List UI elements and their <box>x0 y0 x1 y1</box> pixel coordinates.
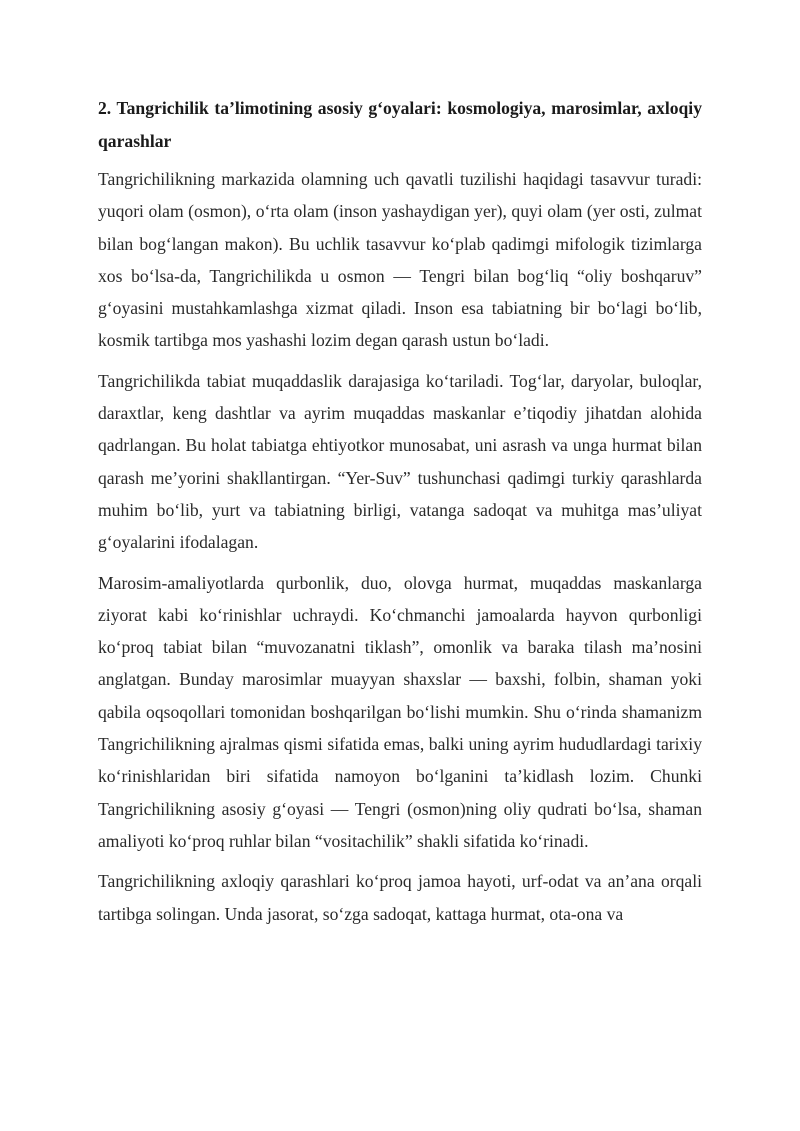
paragraph-rituals: Marosim-amaliyotlarda qurbonlik, duo, olovga hurmat, muqaddas maskanlarga ziyorat kabi ko‘rinishlar uchraydi. Ko‘chmanchi jamoalarda hayvon qurbonligi ko‘proq tabiat bilan “muvozanatni tiklash”, omonlik va baraka tilash ma’nosini anglatgan. Bunday marosimlar muayyan shaxslar — baxshi, folbin, shaman yoki qabila oqsoqollari tomonidan boshqarilgan bo‘lishi mumkin. Shu o‘rinda shamanizm Tangrichilikning ajralmas qismi sifatida emas, balki uning ayrim hududlardagi tarixiy ko‘rinishlaridan biri sifatida namoyon bo‘lganini ta’kidlash lozim. Chunki Tangrichilikning asosiy g‘oyasi — Tengri (osmon)ning oliy qudrati bo‘lsa, shaman amaliyoti ko‘proq ruhlar bilan “vositachilik” shakli sifatida ko‘rinadi. <box>98 572 702 851</box>
paragraph-cosmology: Tangrichilikning markazida olamning uch qavatli tuzilishi haqidagi tasavvur turadi: yuqori olam (osmon), o‘rta olam (inson yashaydigan yer), quyi olam (yer osti, zulmat bilan bog‘langan makon). Bu uchlik tasavvur ko‘plab qadimgi mifologik tizimlarga xos bo‘lsa-da, Tangrichilikda u osmon — Tengri bilan bog‘liq “oliy boshqaruv” g‘oyasini mustahkamlashga xizmat qiladi. Inson esa tabiatning bir bo‘lagi bo‘lib, kosmik tartibga mos yashashi lozim degan qarash ustun bo‘ladi. <box>98 169 702 351</box>
paragraph-nature: Tangrichilikda tabiat muqaddaslik darajasiga ko‘tariladi. Tog‘lar, daryolar, buloqlar, daraxtlar, keng dashtlar va ayrim muqaddas maskanlar e’tiqodiy jihatdan alohida qadrlangan. Bu holat tabiatga ehtiyotkor munosabat, uni asrash va unga hurmat bilan qarash me’yorini shakllantirgan. “Yer-Suv” tushunchasi qadimgi turkiy qarashlarda muhim bo‘lib, yurt va tabiatning birligi, vatanga sadoqat va muhitga mas’uliyat g‘oyalarini ifodalagan. <box>98 370 702 553</box>
section-heading: 2. Tangrichilik ta’limotining asosiy g‘oyalari: kosmologiya, marosimlar, axloqiy qarashlar <box>98 98 702 151</box>
paragraph-ethics: Tangrichilikning axloqiy qarashlari ko‘proq jamoa hayoti, urf-odat va an’ana orqali tartibga solingan. Unda jasorat, so‘zga sadoqat, kattaga hurmat, ota-ona va <box>98 871 702 924</box>
